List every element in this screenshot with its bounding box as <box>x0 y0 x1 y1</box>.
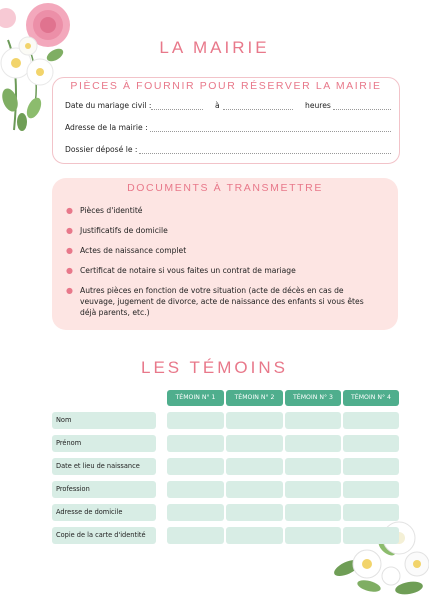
table-cell[interactable] <box>226 412 283 429</box>
document-item: Pièces d'identité <box>80 206 143 215</box>
document-item: Justificatifs de domicile <box>80 226 168 235</box>
table-cell[interactable] <box>285 527 341 544</box>
row-label-carte: Copie de la carte d'identité <box>52 527 156 544</box>
table-cell[interactable] <box>226 504 283 521</box>
table-cell[interactable] <box>226 435 283 452</box>
column-header-temoin-4: TÉMOIN N° 4 <box>343 390 399 406</box>
heures-label: heures <box>305 101 331 110</box>
row-label-nom: Nom <box>52 412 156 429</box>
table-cell[interactable] <box>343 481 399 498</box>
table-cell[interactable] <box>343 527 399 544</box>
adresse-field[interactable] <box>150 131 391 132</box>
table-cell[interactable] <box>343 412 399 429</box>
table-cell[interactable] <box>226 481 283 498</box>
column-header-temoin-2: TÉMOIN N° 2 <box>226 390 283 406</box>
page-title: LA MAIRIE <box>159 38 270 57</box>
document-item: Autres pièces en fonction de votre situation (acte de décès en cas de veuvage, jugement de divorce, acte de naissance des enfants si vous êtes déjà parents, etc.) <box>80 286 364 317</box>
column-header-temoin-3: TÉMOIN N° 3 <box>285 390 341 406</box>
table-cell[interactable] <box>285 412 341 429</box>
date-field[interactable] <box>151 109 203 110</box>
pieces-header: PIÈCES À FOURNIR POUR RÉSERVER LA MAIRIE <box>70 80 382 92</box>
adresse-label: Adresse de la mairie : <box>65 123 148 132</box>
bullet-icon: ● <box>66 286 73 295</box>
row-label-adresse: Adresse de domicile <box>52 504 156 521</box>
table-cell[interactable] <box>285 481 341 498</box>
dossier-field[interactable] <box>139 153 391 154</box>
a-label: à <box>215 101 220 110</box>
place-field[interactable] <box>223 109 293 110</box>
dossier-label: Dossier déposé le : <box>65 145 138 154</box>
table-cell[interactable] <box>167 481 224 498</box>
table-cell[interactable] <box>226 458 283 475</box>
table-cell[interactable] <box>167 412 224 429</box>
table-cell[interactable] <box>167 435 224 452</box>
row-label-naissance: Date et lieu de naissance <box>52 458 156 475</box>
table-cell[interactable] <box>285 435 341 452</box>
table-cell[interactable] <box>167 458 224 475</box>
date-label: Date du mariage civil : <box>65 101 152 110</box>
documents-box <box>52 178 398 330</box>
heures-field[interactable] <box>333 109 391 110</box>
document-item: Certificat de notaire si vous faites un contrat de mariage <box>80 266 296 275</box>
bullet-icon: ● <box>66 246 73 255</box>
table-cell[interactable] <box>343 435 399 452</box>
table-cell[interactable] <box>343 458 399 475</box>
row-label-profession: Profession <box>52 481 156 498</box>
document-item: Actes de naissance complet <box>80 246 187 255</box>
bullet-icon: ● <box>66 226 73 235</box>
column-header-temoin-1: TÉMOIN N° 1 <box>167 390 224 406</box>
documents-header: DOCUMENTS À TRANSMETTRE <box>127 182 323 194</box>
table-cell[interactable] <box>285 504 341 521</box>
pieces-box <box>52 77 400 164</box>
row-label-prenom: Prénom <box>52 435 156 452</box>
bullet-icon: ● <box>66 206 73 215</box>
temoins-title: LES TÉMOINS <box>141 358 288 377</box>
table-cell[interactable] <box>226 527 283 544</box>
table-cell[interactable] <box>167 527 224 544</box>
table-cell[interactable] <box>167 504 224 521</box>
table-cell[interactable] <box>285 458 341 475</box>
bullet-icon: ● <box>66 266 73 275</box>
table-cell[interactable] <box>343 504 399 521</box>
